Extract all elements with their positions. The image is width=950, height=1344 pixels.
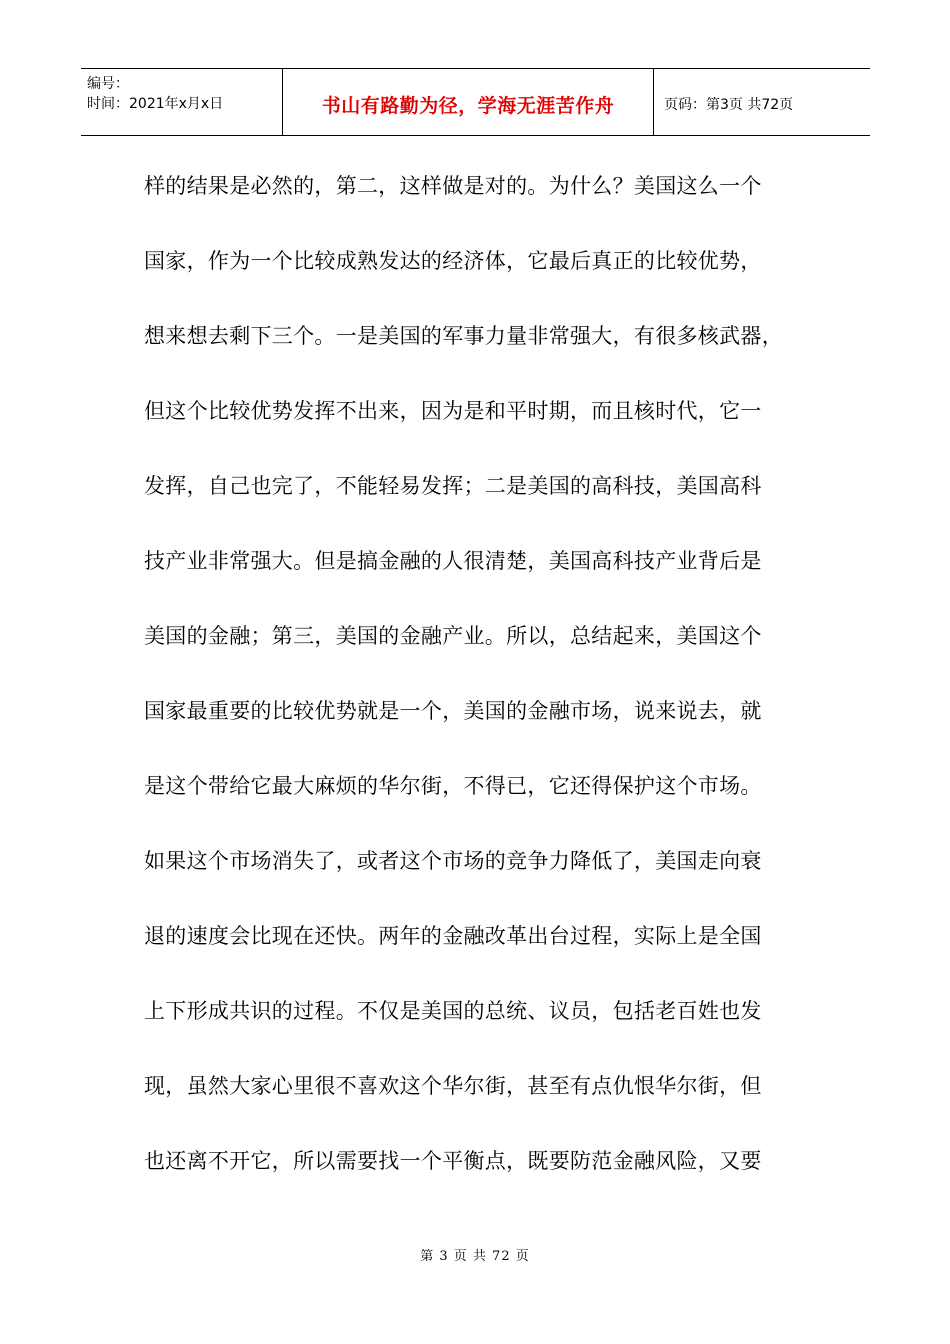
text-line: 技产业非常强大。但是搞金融的人很清楚，美国高科技产业背后是	[144, 549, 762, 573]
text-line: 国家，作为一个比较成熟发达的经济体，它最后真正的比较优势，	[144, 249, 762, 273]
text-line: 上下形成共识的过程。不仅是美国的总统、议员，包括老百姓也发	[144, 999, 762, 1023]
header-page-info-cell	[654, 69, 870, 135]
text-line: 现，虽然大家心里很不喜欢这个华尔街，甚至有点仇恨华尔街，但	[144, 1074, 762, 1098]
date-line: 时间：2021年x月x日	[87, 96, 224, 112]
text-line: 美国的金融；第三，美国的金融产业。所以，总结起来，美国这个	[144, 624, 762, 648]
text-line: 如果这个市场消失了，或者这个市场的竞争力降低了，美国走向衰	[144, 849, 762, 873]
page-footer	[0, 1245, 950, 1264]
text-line: 样的结果是必然的，第二，这样做是对的。为什么？美国这么一个	[144, 174, 762, 198]
header-meta-cell	[81, 69, 283, 135]
page-info-text: 页码：第3页 共72页	[664, 97, 794, 113]
serial-number-label: 编号：	[87, 76, 129, 92]
text-line: 国家最重要的比较优势就是一个，美国的金融市场，说来说去，就	[144, 699, 762, 723]
motto-text: 书山有路勤为径，学海无涯苦作舟	[321, 94, 615, 117]
body-text	[144, 165, 824, 1215]
header-motto-cell	[283, 69, 654, 135]
page-header	[81, 68, 870, 136]
text-line: 但这个比较优势发挥不出来，因为是和平时期，而且核时代，它一	[144, 399, 762, 423]
footer-page-number: 第 3 页 共 72 页	[420, 1249, 530, 1264]
text-line: 想来想去剩下三个。一是美国的军事力量非常强大，有很多核武器，	[144, 324, 783, 348]
text-line: 发挥，自己也完了，不能轻易发挥；二是美国的高科技，美国高科	[144, 474, 762, 498]
text-line: 也还离不开它，所以需要找一个平衡点，既要防范金融风险，又要	[144, 1149, 762, 1173]
text-line: 是这个带给它最大麻烦的华尔街，不得已，它还得保护这个市场。	[144, 774, 762, 798]
text-line: 退的速度会比现在还快。两年的金融改革出台过程，实际上是全国	[144, 924, 762, 948]
